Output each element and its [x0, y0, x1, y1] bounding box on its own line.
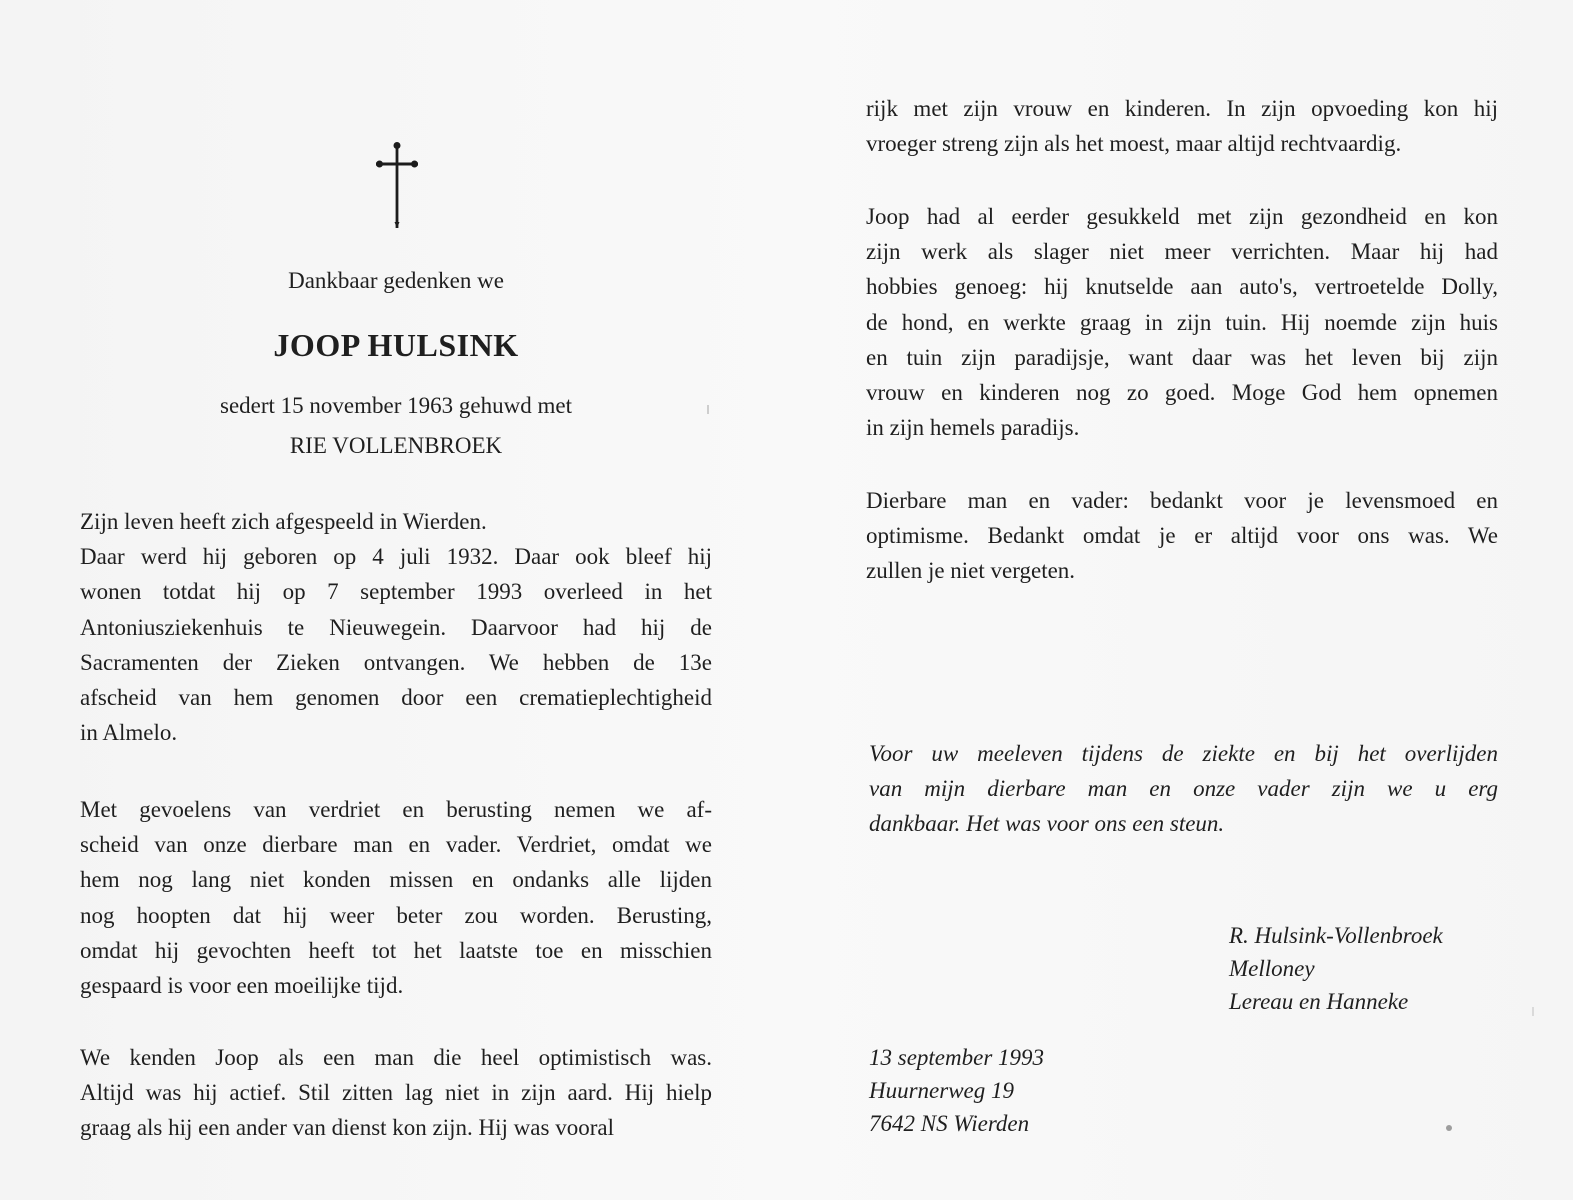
signature-line: Melloney [1229, 956, 1315, 981]
thanks-paragraph [869, 736, 1498, 842]
text-line: Altijd was hij actief. Stil zitten lag niet in zijn aard. Hij hielp [80, 1080, 712, 1106]
paper-speck [707, 405, 709, 414]
intro-text: Dankbaar gedenken we [288, 268, 504, 293]
date-line: 13 september 1993 [869, 1045, 1045, 1070]
text-line: vrouw en kinderen nog zo goed. Moge God hem opnemen [866, 380, 1498, 406]
text-line: Joop had al eerder gesukkeld met zijn gezondheid en kon [866, 204, 1498, 229]
text-line: zullen je niet vergeten. [866, 558, 1076, 584]
text-line: omdat hij gevochten heeft tot het laatste toe en misschien [80, 937, 712, 963]
text-line: rijk met zijn vrouw en kinderen. In zijn opvoeding kon hij [866, 96, 1498, 121]
text-line: vroeger streng zijn als het moest, maar altijd rechtvaardig. [866, 131, 1402, 157]
left-paragraph-1 [80, 504, 712, 750]
text-line: hem nog lang niet konden missen en ondanks alle lijden [80, 867, 712, 893]
paper-speck [1532, 1007, 1534, 1016]
text-line: Dierbare man en vader: bedankt voor je levensmoed en [866, 488, 1498, 513]
text-line: Met gevoelens van verdriet en berusting nemen we af- [80, 797, 712, 822]
text-line: in Almelo. [80, 720, 178, 746]
text-line: wonen totdat hij op 7 september 1993 overleed in het [80, 579, 712, 605]
text-line: Voor uw meeleven tijdens de ziekte en bij het overlijden [869, 741, 1498, 766]
paper-speck [1446, 1125, 1452, 1131]
text-line: van mijn dierbare man en onze vader zijn we u erg [869, 776, 1498, 802]
text-line: in zijn hemels paradijs. [866, 415, 1080, 441]
signature-line: Lereau en Hanneke [1229, 989, 1409, 1014]
text-line: Antoniusziekenhuis te Nieuwegein. Daarvoor had hij de [80, 614, 712, 640]
text-line: Zijn leven heeft zich afgespeeld in Wierden. [80, 509, 487, 534]
city-line: 7642 NS Wierden [869, 1111, 1030, 1136]
text-line: nog hoopten dat hij weer beter zou worden. Berusting, [80, 902, 712, 928]
right-page [866, 0, 1498, 1200]
text-line: dankbaar. Het was voor ons een steun. [869, 811, 1225, 837]
signature-line: R. Hulsink-Vollenbroek [1229, 923, 1443, 948]
date-address-block [869, 1041, 1044, 1140]
text-line: hobbies genoeg: hij knutselde aan auto's, vertroetelde Dolly, [866, 274, 1498, 300]
spouse-name: RIE VOLLENBROEK [289, 433, 503, 458]
text-line: de hond, en werkte graag in zijn tuin. Hij noemde zijn huis [866, 309, 1498, 335]
right-paragraph-2 [866, 199, 1498, 445]
text-line: graag als hij een ander van dienst kon zijn. Hij was vooral [80, 1115, 614, 1141]
family-signature [1229, 919, 1443, 1018]
left-paragraph-3 [80, 1040, 712, 1146]
cross-icon [376, 142, 418, 228]
street-line: Huurnerweg 19 [869, 1078, 1015, 1103]
text-line: Sacramenten der Zieken ontvangen. We hebben de 13e [80, 649, 712, 675]
text-line: en tuin zijn paradijsje, want daar was het leven bij zijn [866, 344, 1498, 370]
left-paragraph-2 [80, 792, 712, 1003]
deceased-name: JOOP HULSINK [273, 327, 519, 363]
text-line: scheid van onze dierbare man en vader. Verdriet, omdat we [80, 832, 712, 858]
text-line: Daar werd hij geboren op 4 juli 1932. Daar ook bleef hij [80, 544, 712, 570]
married-text: sedert 15 november 1963 gehuwd met [220, 393, 572, 418]
text-line: afscheid van hem genomen door een crematieplechtigheid [80, 685, 712, 711]
right-paragraph-3 [866, 483, 1498, 589]
text-line: zijn werk als slager niet meer verrichten. Maar hij had [866, 239, 1498, 265]
text-line: We kenden Joop als een man die heel optimistisch was. [80, 1045, 712, 1070]
right-paragraph-1 [866, 91, 1498, 161]
text-line: optimisme. Bedankt omdat je er altijd voor ons was. We [866, 523, 1498, 549]
text-line: gespaard is voor een moeilijke tijd. [80, 973, 404, 999]
